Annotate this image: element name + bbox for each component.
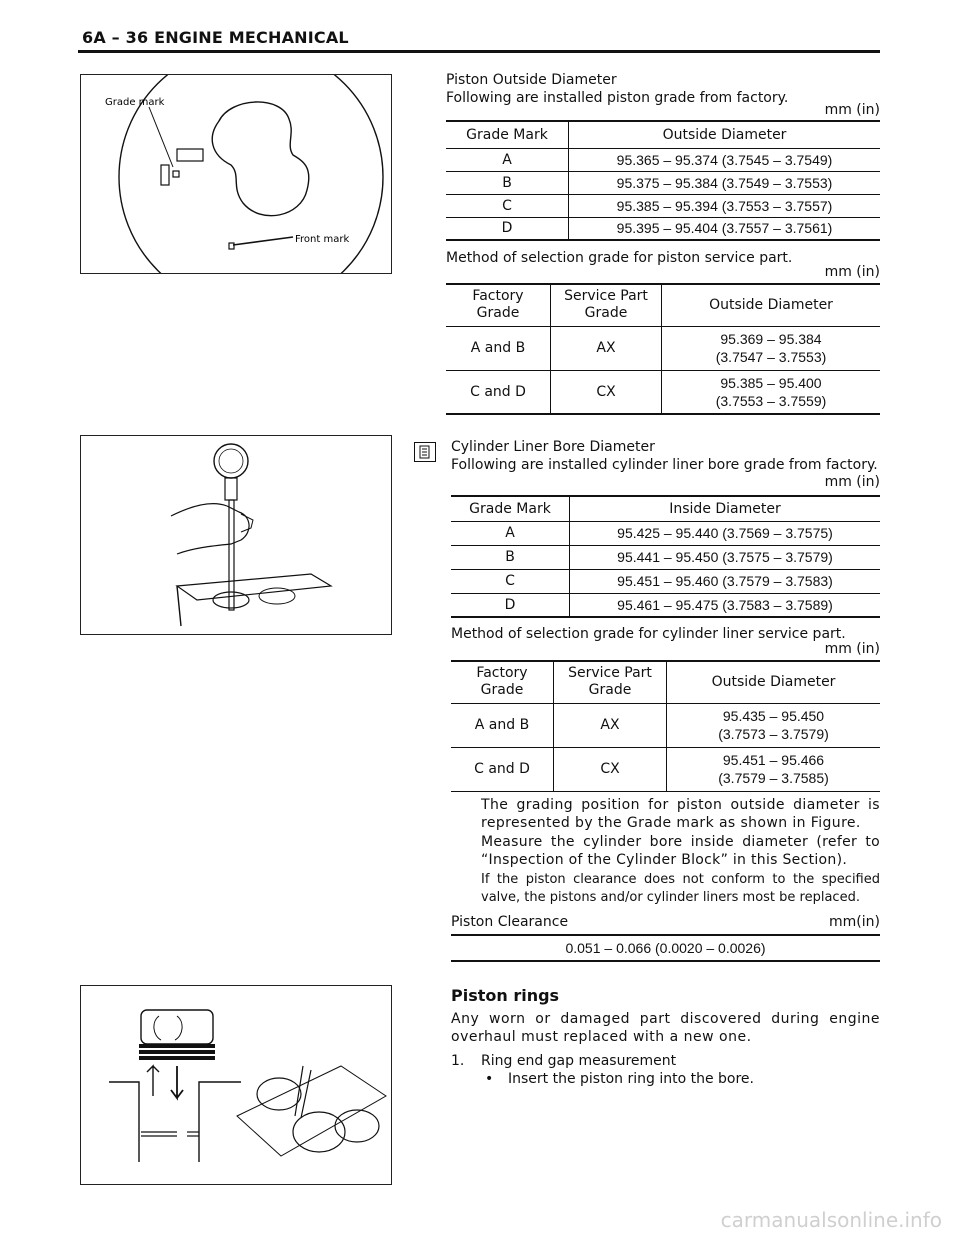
- note-clearance: If the piston clearance does not conform to the specified valve, the pistons and/or cylinder liners most be replaced.: [481, 872, 880, 905]
- service-cell: CX: [554, 747, 667, 791]
- diameter-cell: [662, 326, 881, 370]
- piston-rings-title: Piston rings: [451, 986, 560, 1005]
- grade-mark-label: Grade mark: [105, 97, 165, 108]
- value-cell: 95.385 – 95.394 (3.7553 – 3.7557): [569, 194, 881, 217]
- grade-cell: C: [446, 194, 569, 217]
- clearance-rule-bottom: [451, 960, 880, 962]
- diameter-cell: [662, 370, 881, 414]
- clearance-rule-top: [451, 934, 880, 936]
- liner-unit: mm (in): [824, 474, 880, 490]
- value-cell: 95.451 – 95.460 (3.7579 – 3.7583): [570, 569, 881, 593]
- value-cell: 95.375 – 95.384 (3.7549 – 3.7553): [569, 171, 881, 194]
- column-header: Grade Mark: [446, 121, 569, 148]
- value-cell: 95.395 – 95.404 (3.7557 – 3.7561): [569, 217, 881, 240]
- value-cell: 95.425 – 95.440 (3.7569 – 3.7575): [570, 521, 881, 545]
- grade-cell: A: [446, 148, 569, 171]
- diameter-cell: [667, 747, 881, 791]
- column-header: [551, 284, 662, 326]
- step-number: 1.: [451, 1053, 465, 1069]
- liner-grade-table: [451, 495, 880, 618]
- piston-method-text: Method of selection grade for piston service part.: [446, 250, 793, 266]
- diameter-in: (3.7579 – 3.7585): [718, 770, 829, 786]
- page-header: 6A – 36 ENGINE MECHANICAL: [82, 28, 349, 47]
- piston-unit: mm (in): [824, 102, 880, 118]
- grade-cell: D: [446, 217, 569, 240]
- clearance-unit: mm(in): [829, 914, 880, 930]
- column-header: [451, 661, 554, 703]
- inspection-icon: [414, 442, 436, 462]
- service-cell: AX: [551, 326, 662, 370]
- liner-section-title: Cylinder Liner Bore Diameter: [451, 439, 655, 455]
- piston-method-unit: mm (in): [824, 264, 880, 280]
- bullet-text: Insert the piston ring into the bore.: [508, 1071, 754, 1087]
- diameter-in: (3.7553 – 3.7559): [715, 392, 827, 409]
- liner-method-text: Method of selection grade for cylinder liner service part.: [451, 626, 846, 642]
- service-grade-header: Service Part Grade: [564, 288, 648, 322]
- grade-cell: A: [451, 521, 570, 545]
- bullet-dot: •: [485, 1071, 494, 1087]
- diameter-mm: 95.369 – 95.384: [720, 331, 822, 347]
- column-header: Inside Diameter: [570, 496, 881, 521]
- column-header: Outside Diameter: [662, 284, 881, 326]
- value-cell: 95.365 – 95.374 (3.7545 – 3.7549): [569, 148, 881, 171]
- piston-top-drawing: [81, 75, 391, 273]
- liner-service-table: [451, 660, 880, 792]
- piston-section-title: Piston Outside Diameter: [446, 72, 617, 88]
- piston-rings-text: Any worn or damaged part discovered during engine overhaul must replaced with a new one.: [451, 1011, 880, 1045]
- liner-method-unit: mm (in): [824, 641, 880, 657]
- watermark: carmanualsonline.info: [720, 1208, 942, 1232]
- factory-cell: A and B: [446, 326, 551, 370]
- column-header: Grade Mark: [451, 496, 570, 521]
- piston-intro: Following are installed piston grade from factory.: [446, 90, 789, 106]
- piston-service-table: [446, 283, 880, 415]
- factory-cell: C and D: [451, 747, 554, 791]
- note-grade-position: The grading position for piston outside diameter is represented by the Grade mark as shown in Figure.: [481, 797, 880, 831]
- clearance-label: Piston Clearance: [451, 914, 569, 930]
- factory-cell: A and B: [451, 703, 554, 747]
- piston-top-figure: [80, 74, 392, 274]
- front-mark-label: Front mark: [295, 234, 350, 245]
- factory-grade-header: Factory Grade: [476, 665, 528, 699]
- value-cell: 95.461 – 95.475 (3.7583 – 3.7589): [570, 593, 881, 617]
- column-header: Outside Diameter: [667, 661, 881, 703]
- value-cell: 95.441 – 95.450 (3.7575 – 3.7579): [570, 545, 881, 569]
- service-grade-header: Service Part Grade: [568, 665, 652, 699]
- liner-intro: Following are installed cylinder liner bore grade from factory.: [451, 457, 878, 473]
- factory-cell: C and D: [446, 370, 551, 414]
- grade-cell: D: [451, 593, 570, 617]
- column-header: Outside Diameter: [569, 121, 881, 148]
- header-rule: [78, 50, 880, 53]
- column-header: [446, 284, 551, 326]
- diameter-mm: 95.435 – 95.450: [722, 708, 825, 724]
- grade-cell: B: [451, 545, 570, 569]
- note-measure-bore: Measure the cylinder bore inside diameter (refer to “Inspection of the Cylinder Block” in this Section).: [481, 834, 880, 868]
- diameter-in: (3.7573 – 3.7579): [718, 726, 829, 742]
- bore-gauge-figure: [80, 435, 392, 635]
- step-text: Ring end gap measurement: [481, 1053, 677, 1069]
- clearance-value: 0.051 – 0.066 (0.0020 – 0.0026): [565, 940, 766, 956]
- piston-ring-figure: [80, 985, 392, 1185]
- piston-grade-table: [446, 120, 880, 241]
- diameter-in: (3.7547 – 3.7553): [715, 349, 827, 365]
- service-cell: AX: [554, 703, 667, 747]
- grade-cell: C: [451, 569, 570, 593]
- bore-gauge-drawing: [81, 436, 391, 634]
- diameter-cell: [667, 703, 881, 747]
- column-header: [554, 661, 667, 703]
- factory-grade-header: Factory Grade: [472, 288, 524, 322]
- grade-cell: B: [446, 171, 569, 194]
- service-cell: CX: [551, 370, 662, 414]
- diameter-mm: 95.385 – 95.400: [720, 374, 822, 391]
- piston-ring-drawing: [81, 986, 391, 1184]
- diameter-mm: 95.451 – 95.466: [722, 752, 825, 768]
